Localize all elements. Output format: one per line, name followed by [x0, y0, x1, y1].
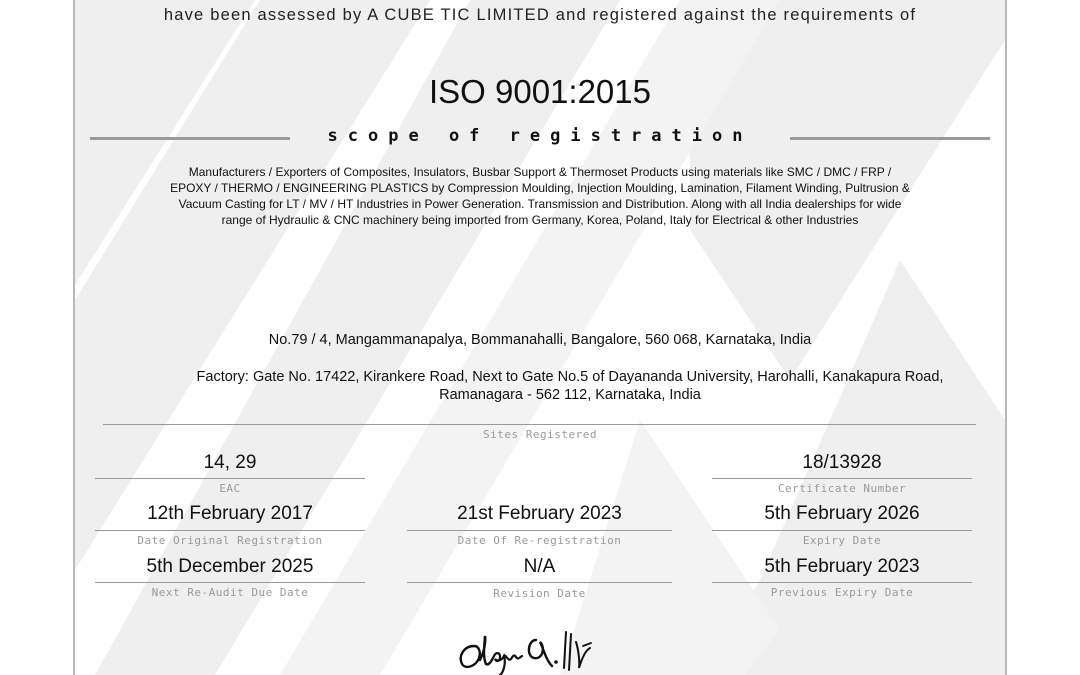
expiry-value: 5th February 2026 [764, 503, 920, 524]
standard-title: ISO 9001:2015 [428, 73, 651, 110]
scope-line: EPOXY / THERMO / ENGINEERING PLASTICS by Compression Moulding, Injection Moulding, Lamination, Filament Winding, Pultrusion & [170, 181, 910, 195]
previous-expiry-label: Previous Expiry Date [770, 586, 914, 599]
previous-expiry-underline [712, 582, 972, 583]
revision-value: N/A [523, 556, 556, 577]
scope-divider-left [90, 137, 290, 140]
original-registration-underline [95, 530, 365, 531]
expiry-label: Expiry Date [802, 534, 882, 547]
certificate-number-value: 18/13928 [802, 452, 882, 473]
signature-icon [452, 626, 632, 675]
scope-description [100, 164, 980, 228]
reregistration-underline [407, 530, 672, 531]
assessment-statement: have been assessed by A CUBE TIC LIMITED and registered against the requirements of [163, 6, 917, 24]
factory-line: Factory: Gate No. 17422, Kirankere Road, Next to Gate No.5 of Dayananda University, Harohalli, Kanakapura Road, [196, 369, 944, 385]
scope-line: Vacuum Casting for LT / MV / HT Industries in Power Generation. Transmission and Distribution. Along with all India dealerships for wide [178, 197, 902, 211]
scope-divider-right [790, 137, 990, 140]
eac-underline [95, 478, 365, 479]
original-registration-label: Date Original Registration [137, 534, 323, 547]
scope-line: range of Hydraulic & CNC machinery being imported from Germany, Korea, Poland, Italy for Electrical & other Industries [221, 213, 859, 227]
next-audit-underline [95, 582, 365, 583]
certificate-number-underline [712, 478, 972, 479]
reregistration-label: Date Of Re-registration [457, 534, 622, 547]
expiry-underline [712, 530, 972, 531]
factory-address [180, 368, 960, 404]
registered-address: No.79 / 4, Mangammanapalya, Bommanahalli, Bangalore, 560 068, Karnataka, India [268, 332, 812, 348]
previous-expiry-value: 5th February 2023 [764, 556, 920, 577]
sites-divider [103, 424, 976, 425]
next-audit-value: 5th December 2025 [146, 556, 314, 577]
revision-underline [407, 582, 672, 583]
next-audit-label: Next Re-Audit Due Date [151, 586, 309, 599]
sites-registered-label: Sites Registered [483, 428, 597, 441]
eac-label: EAC [219, 482, 241, 495]
scope-heading-row [90, 126, 990, 148]
eac-value: 14, 29 [203, 452, 257, 473]
factory-line: Ramanagara - 562 112, Karnataka, India [439, 387, 701, 403]
reregistration-value: 21st February 2023 [457, 503, 622, 524]
revision-label: Revision Date [493, 587, 586, 600]
scope-line: Manufacturers / Exporters of Composites, Insulators, Busbar Support & Thermoset Products using materials like SMC / DMC / FRP / [188, 165, 892, 179]
scope-heading: scope of registration [327, 126, 753, 146]
original-registration-value: 12th February 2017 [147, 503, 313, 524]
certificate-number-label: Certificate Number [777, 482, 907, 495]
